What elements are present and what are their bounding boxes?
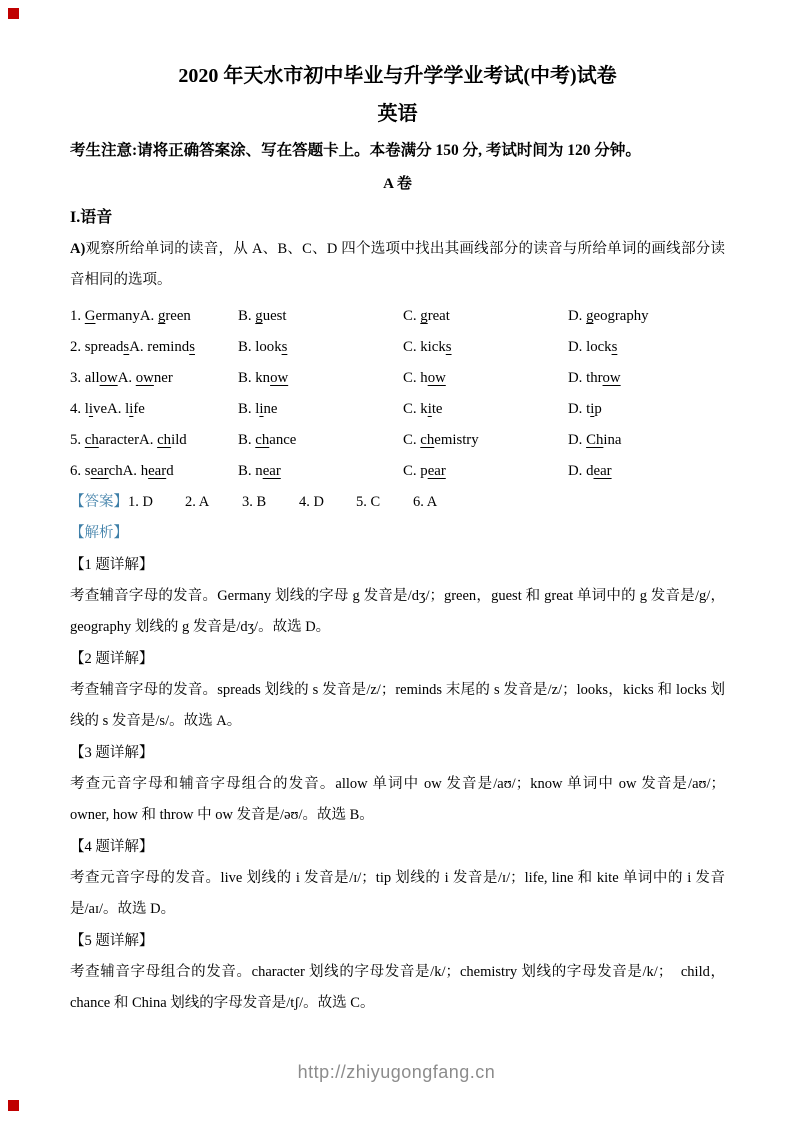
option-word: tip	[586, 401, 602, 417]
option-word: great	[420, 308, 450, 324]
option-word: line	[255, 401, 278, 417]
answer-item: 1. D	[128, 494, 153, 510]
question-row	[70, 425, 725, 456]
option-cell: B. line	[238, 401, 278, 417]
option-word: locks	[586, 339, 618, 355]
option-cell: D. throw	[568, 370, 621, 386]
detail-heading: 【1 题详解】	[70, 557, 154, 573]
footer-url: http://zhiyugongfang.cn	[297, 1062, 496, 1082]
red-corner-marker-bottom	[8, 1100, 19, 1111]
subject-title: 英语	[377, 103, 418, 125]
question-stem-cell: 4. liveA. life	[70, 401, 145, 417]
paper-a-label: A 卷	[383, 176, 412, 192]
question-row	[70, 301, 725, 332]
answer-item: 5. C	[356, 494, 381, 510]
option-cell: B. looks	[238, 339, 288, 355]
option-cell: D. China	[568, 432, 622, 448]
red-corner-marker-top	[8, 8, 19, 19]
answer-item: 6. A	[413, 494, 438, 510]
answer-items	[128, 487, 470, 518]
answer-item: 3. B	[242, 494, 267, 510]
question-row	[70, 456, 725, 487]
option-cell: D. dear	[568, 463, 612, 479]
detail-text: 考查辅音字母的发音。spreads 划线的 s 发音是/z/；reminds 末尾的 s 发音是/z/；looks，kicks 和 locks 划线的 s 发音是/s/。故选 A。	[70, 682, 725, 729]
instructions-text: 观察所给单词的读音，从 A、B、C、D 四个选项中找出其画线部分的读音与所给单词的画线部分读音相同的选项。	[70, 241, 725, 288]
option-word: geography	[586, 308, 649, 324]
detail-heading: 【4 题详解】	[70, 839, 154, 855]
option-cell: D. locks	[568, 339, 618, 355]
option-cell: C. how	[403, 370, 446, 386]
question-row	[70, 394, 725, 425]
option-word: know	[255, 370, 289, 386]
answer-item: 2. A	[185, 494, 210, 510]
option-word: how	[420, 370, 446, 386]
option-cell: C. pear	[403, 463, 446, 479]
question-row	[70, 363, 725, 394]
detail-text: 考查辅音字母的发音。Germany 划线的字母 g 发音是/dʒ/；green，guest 和 great 单词中的 g 发音是/g/，geography 划线的 g 发音是/dʒ/。故选 D。	[70, 588, 725, 635]
question-stem-cell: 5. characterA. child	[70, 432, 187, 448]
option-word: kite	[420, 401, 443, 417]
option-word: looks	[255, 339, 288, 355]
option-word: child	[157, 432, 187, 448]
option-cell: B. know	[238, 370, 289, 386]
question-stem-word: character	[84, 432, 140, 448]
answers-line	[70, 487, 725, 518]
option-cell: C. kicks	[403, 339, 452, 355]
section-instructions	[70, 234, 725, 296]
question-stem-cell: 1. GermanyA. green	[70, 308, 191, 324]
option-cell: D. tip	[568, 401, 602, 417]
option-word: pear	[420, 463, 446, 479]
part-a-label: A)	[70, 241, 86, 257]
page-title: 2020 年天水市初中毕业与升学学业考试(中考)试卷	[178, 65, 617, 87]
option-word: heard	[140, 463, 174, 479]
option-cell: B. chance	[238, 432, 297, 448]
question-stem-word: spreads	[84, 339, 130, 355]
analysis-label: 【解析】	[70, 525, 128, 541]
option-word: throw	[586, 370, 621, 386]
option-cell: B. guest	[238, 308, 287, 324]
answer-item: 4. D	[299, 494, 324, 510]
question-stem-word: Germany	[84, 308, 140, 324]
detail-heading: 【5 题详解】	[70, 933, 154, 949]
question-stem-cell: 3. allowA. owner	[70, 370, 173, 386]
detail-heading: 【3 题详解】	[70, 745, 154, 761]
question-list	[70, 301, 725, 487]
option-word: kicks	[420, 339, 452, 355]
option-cell: C. kite	[403, 401, 443, 417]
detail-text: 考查辅音字母组合的发音。character 划线的字母发音是/k/；chemistry 划线的字母发音是/k/； child，chance 和 China 划线的字母发音是/tʃ/。故选 C。	[70, 964, 725, 1011]
detail-text: 考查元音字母和辅音字母组合的发音。allow 单词中 ow 发音是/aʊ/；know 单词中 ow 发音是/aʊ/；owner, how 和 throw 中 ow 发音是/əʊ/。故选 B。	[70, 776, 725, 823]
option-cell: B. near	[238, 463, 281, 479]
question-stem-cell: 2. spreadsA. reminds	[70, 339, 195, 355]
question-stem-word: live	[84, 401, 108, 417]
question-row	[70, 332, 725, 363]
option-word: green	[157, 308, 191, 324]
option-word: near	[255, 463, 281, 479]
option-word: dear	[586, 463, 612, 479]
option-word: chemistry	[420, 432, 479, 448]
detail-text: 考查元音字母的发音。live 划线的 i 发音是/ɪ/；tip 划线的 i 发音是/ɪ/；life, line 和 kite 单词中的 i 发音是/aɪ/。故选 D。	[70, 870, 725, 917]
detail-list	[70, 549, 725, 1019]
option-word: chance	[255, 432, 297, 448]
option-cell: D. geography	[568, 308, 649, 324]
option-word: owner	[135, 370, 173, 386]
section-heading-phonetics: I.语音	[70, 209, 113, 226]
option-cell: C. chemistry	[403, 432, 479, 448]
option-word: reminds	[147, 339, 195, 355]
option-cell: C. great	[403, 308, 450, 324]
question-stem-cell: 6. searchA. heard	[70, 463, 174, 479]
option-word: China	[586, 432, 622, 448]
detail-heading: 【2 题详解】	[70, 651, 154, 667]
answers-label: 【答案】	[70, 494, 128, 510]
exam-notice: 考生注意:请将正确答案涂、写在答题卡上。本卷满分 150 分, 考试时间为 120 分钟。	[70, 142, 641, 159]
question-stem-word: search	[84, 463, 123, 479]
question-stem-word: allow	[84, 370, 118, 386]
option-word: life	[125, 401, 145, 417]
document-page	[70, 60, 725, 1019]
option-word: guest	[255, 308, 287, 324]
